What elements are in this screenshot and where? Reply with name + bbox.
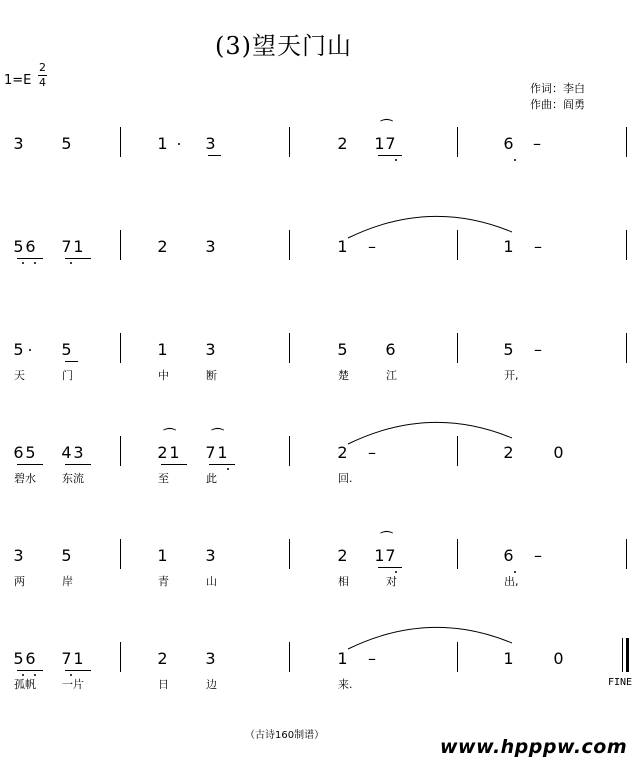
note: 6 <box>503 134 514 153</box>
lyric-syllable: 日 <box>158 678 169 691</box>
lyric-syllable: 孤帆 <box>14 678 36 691</box>
note: 1 <box>503 649 514 668</box>
composer-credit: 作曲：阎勇 <box>530 98 585 111</box>
tie-row2 <box>348 216 512 238</box>
dash-extension: – <box>534 340 542 359</box>
note: 7 <box>385 546 396 565</box>
note: 2 <box>157 443 168 462</box>
song-title: (3)望天门山 <box>215 32 352 60</box>
note: 2 <box>337 546 348 565</box>
final-barline-thin <box>622 638 623 672</box>
note: 7 <box>61 237 72 256</box>
tie-row6 <box>348 627 512 649</box>
note: 3 <box>205 237 216 256</box>
lyric-syllable: 天 <box>14 369 25 382</box>
footer-credit: （古诗160制谱） <box>245 730 325 741</box>
note: 1 <box>337 237 348 256</box>
note: 1 <box>157 546 168 565</box>
lyric-syllable: 山 <box>206 575 217 588</box>
lyric-syllable: 岸 <box>62 575 73 588</box>
lyric-syllable: 开, <box>504 369 519 382</box>
note: 3 <box>13 134 24 153</box>
note: 1 <box>374 134 385 153</box>
note: 6 <box>503 546 514 565</box>
note: 1 <box>374 546 385 565</box>
time-signature-bottom: 4 <box>39 76 46 89</box>
note: 3 <box>205 649 216 668</box>
note: 5 <box>337 340 348 359</box>
lyric-syllable: 江 <box>386 369 397 382</box>
dash-extension: – <box>534 237 542 256</box>
note: 5 <box>13 649 24 668</box>
lyric-syllable: 至 <box>158 472 169 485</box>
slur-arc: ⁀ <box>381 532 393 548</box>
note: 5 <box>61 546 72 565</box>
dash-extension: – <box>534 546 542 565</box>
note: 3 <box>73 443 84 462</box>
dash-extension: – <box>533 134 541 153</box>
note: 1 <box>157 134 168 153</box>
note: 6 <box>25 649 36 668</box>
lyric-syllable: 来. <box>338 678 353 691</box>
lyric-syllable: 东流 <box>62 472 84 485</box>
note: 1 <box>217 443 228 462</box>
lyric-syllable: 回. <box>338 472 353 485</box>
slur-arc: ⁀ <box>164 429 176 445</box>
lyric-syllable: 楚 <box>338 369 349 382</box>
note: 3 <box>13 546 24 565</box>
dash-extension: – <box>368 649 376 668</box>
note: 5 <box>61 340 72 359</box>
tie-row4 <box>348 422 512 444</box>
note: 1 <box>337 649 348 668</box>
lyric-syllable: 断 <box>206 369 217 382</box>
lyric-syllable: 对 <box>386 575 397 588</box>
note: 0 <box>553 649 564 668</box>
lyricist-credit: 作词：李白 <box>530 82 585 95</box>
slur-arc: ⁀ <box>212 429 224 445</box>
note: 1 <box>157 340 168 359</box>
time-signature-top: 2 <box>39 61 46 74</box>
note: 5 <box>61 134 72 153</box>
note: 2 <box>157 649 168 668</box>
note: 1 <box>73 237 84 256</box>
note: 6 <box>25 237 36 256</box>
lyric-syllable: 此 <box>206 472 217 485</box>
note: 3 <box>205 546 216 565</box>
note: 2 <box>337 134 348 153</box>
note: 4 <box>61 443 72 462</box>
note: 7 <box>385 134 396 153</box>
dash-extension: – <box>368 237 376 256</box>
final-barline-thick <box>626 638 629 672</box>
note: 5 <box>503 340 514 359</box>
note: 2 <box>503 443 514 462</box>
note: 2 <box>337 443 348 462</box>
lyric-syllable: 相 <box>338 575 349 588</box>
note: 1 <box>503 237 514 256</box>
slur-arc: ⁀ <box>381 120 393 136</box>
note: 6 <box>13 443 24 462</box>
note: 5 <box>25 443 36 462</box>
lyric-syllable: 两 <box>14 575 25 588</box>
note: 5 <box>13 237 24 256</box>
note: 3 <box>205 340 216 359</box>
note: 1 <box>73 649 84 668</box>
lyric-syllable: 边 <box>206 678 217 691</box>
lyric-syllable: 碧水 <box>14 472 36 485</box>
note: 0 <box>553 443 564 462</box>
note: 5 <box>13 340 24 359</box>
website-watermark: www.hpppw.com <box>440 736 628 758</box>
lyric-syllable: 青 <box>158 575 169 588</box>
lyric-syllable: 一片 <box>62 678 84 691</box>
note: 2 <box>157 237 168 256</box>
note: 6 <box>385 340 396 359</box>
note: 3 <box>205 134 216 153</box>
note: 7 <box>61 649 72 668</box>
lyric-syllable: 门 <box>62 369 73 382</box>
fine-mark: FINE <box>608 677 633 688</box>
note: 7 <box>205 443 216 462</box>
key-signature: 1=E <box>4 73 32 88</box>
lyric-syllable: 中 <box>158 369 169 382</box>
note: 1 <box>169 443 180 462</box>
dash-extension: – <box>368 443 376 462</box>
lyric-syllable: 出, <box>504 575 519 588</box>
